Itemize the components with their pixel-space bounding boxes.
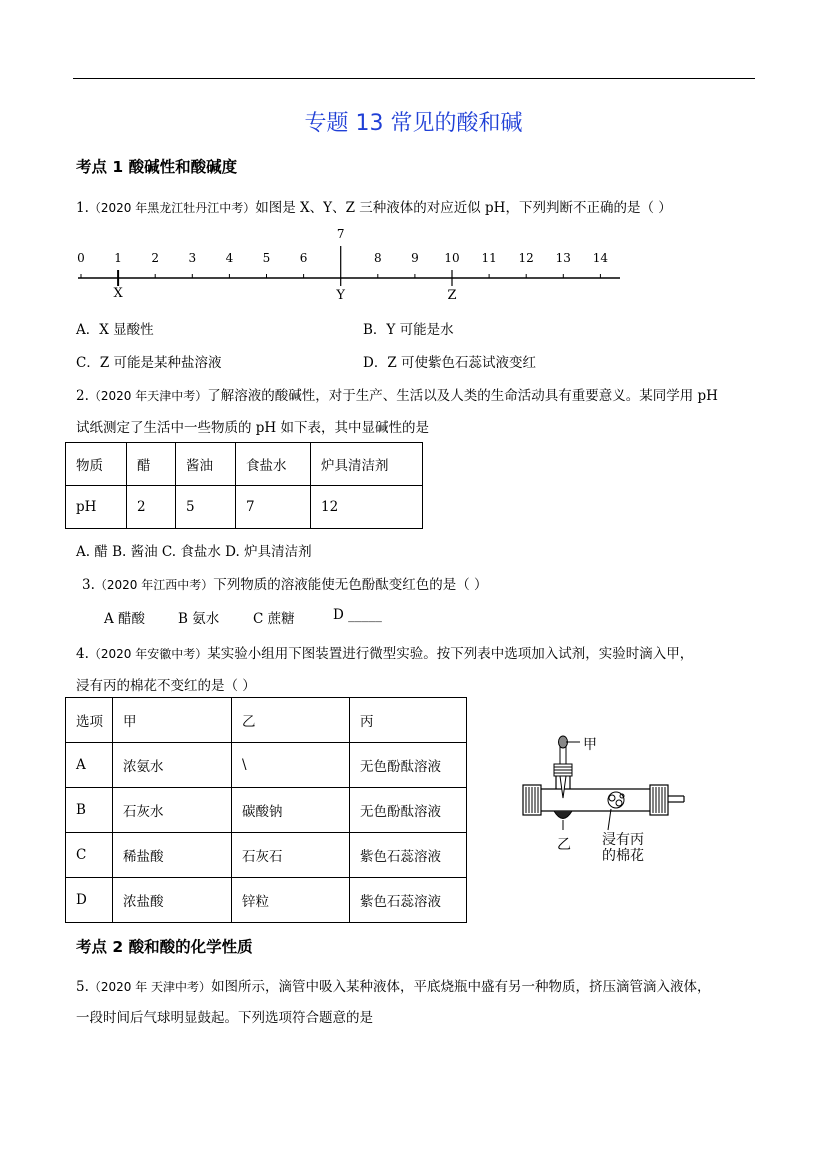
section-heading-1: 考点 1 酸碱性和酸碱度 — [76, 158, 238, 176]
table-cell: 稀盐酸 — [113, 833, 232, 878]
table-cell: 食盐水 — [236, 443, 311, 486]
scale-tick-label: 2 — [151, 251, 160, 265]
table-cell: 2 — [127, 486, 176, 529]
question-number: 5. — [76, 979, 89, 995]
question-number: 3. — [82, 577, 95, 593]
ph-table — [65, 442, 423, 529]
q3-option-c: C 蔗糖 — [253, 611, 295, 627]
q1-option-c: C．Z 可能是某种盐溶液 — [76, 355, 222, 371]
label-bing-line1: 浸有丙 — [602, 832, 644, 848]
table-header-row — [66, 698, 467, 743]
question-4-stem-line2: 浸有丙的棉花不变红的是（ ） — [76, 678, 256, 694]
scale-tick-label: 4 — [225, 251, 234, 265]
section-heading-2: 考点 2 酸和酸的化学性质 — [76, 938, 253, 956]
table-cell: 选项 — [66, 698, 113, 743]
q1-option-a: A．X 显酸性 — [76, 322, 154, 338]
scale-tick-label: 6 — [299, 251, 308, 265]
q2-options: A. 醋 B. 酱油 C. 食盐水 D. 炉具清洁剂 — [76, 544, 312, 560]
table-row — [66, 743, 467, 788]
question-2-stem-line2: 试纸测定了生活中一些物质的 pH 如下表，其中显碱性的是 — [76, 420, 429, 436]
table-cell: 甲 — [113, 698, 232, 743]
table-cell: 紫色石蕊溶液 — [350, 833, 467, 878]
table-cell: 5 — [176, 486, 236, 529]
label-jia: 甲 — [583, 737, 597, 753]
table-row — [66, 878, 467, 923]
table-cell: 紫色石蕊溶液 — [350, 878, 467, 923]
scale-tick-label: 9 — [411, 251, 419, 265]
scale-markers — [113, 246, 456, 303]
table-cell: 浓盐酸 — [113, 878, 232, 923]
table-cell: C — [66, 833, 113, 878]
question-source: （2020 年 天津中考） — [88, 980, 212, 994]
scale-tick-label: 10 — [444, 251, 460, 265]
marker-y-label: Y — [336, 288, 345, 303]
reagent-well — [554, 811, 572, 819]
question-text: 如图所示，滴管中吸入某种液体，平底烧瓶中盛有另一种物质，挤压滴管滴入液体， — [211, 979, 711, 995]
q1-option-d: D．Z 可使紫色石蕊试液变红 — [363, 355, 536, 371]
page-title: 专题 13 常见的酸和碱 — [304, 111, 523, 136]
q3-option-a: A 醋酸 — [104, 611, 146, 627]
table-cell: 无色酚酞溶液 — [350, 788, 467, 833]
ph-scale-figure — [70, 224, 630, 304]
table-header-row — [66, 443, 423, 486]
table-row — [66, 486, 423, 529]
scale-tick-label: 0 — [77, 251, 85, 265]
table-cell: \ — [232, 743, 350, 788]
marker-z-label: Z — [447, 288, 457, 303]
question-text: 如图是 X、Y、Z 三种液体的对应近似 pH，下列判断不正确的是（ ） — [255, 200, 672, 216]
question-source: （2020 年黑龙江牡丹江中考） — [88, 201, 256, 215]
table-cell: B — [66, 788, 113, 833]
scale-tick-label: 3 — [188, 251, 197, 265]
scale-tick-label: 14 — [592, 251, 609, 265]
question-text: 某实验小组用下图装置进行微型实验。按下列表中选项加入试剂，实验时滴入甲， — [207, 646, 694, 662]
table-cell: 炉具清洁剂 — [311, 443, 423, 486]
table-cell: 醋 — [127, 443, 176, 486]
question-text: 下列物质的溶液能使无色酚酞变红色的是（ ） — [213, 577, 488, 593]
question-5-stem — [76, 975, 711, 995]
cotton-leader — [608, 809, 611, 830]
question-1-stem — [76, 196, 672, 216]
scale-tick-label: 12 — [518, 251, 534, 265]
table-cell: A — [66, 743, 113, 788]
table-cell: 碳酸钠 — [232, 788, 350, 833]
table-cell: 无色酚酞溶液 — [350, 743, 467, 788]
table-cell: 物质 — [66, 443, 127, 486]
table-cell: 锌粒 — [232, 878, 350, 923]
question-source: （2020 年江西中考） — [94, 578, 214, 592]
label-bing-line2: 的棉花 — [602, 848, 644, 864]
question-2-stem — [76, 384, 718, 404]
question-3-stem — [82, 573, 488, 593]
table-cell: 石灰水 — [113, 788, 232, 833]
reagent-table — [65, 697, 467, 923]
marker-x-label: X — [113, 286, 123, 301]
q3-option-b: B 氨水 — [178, 611, 220, 627]
cotton-icon — [608, 792, 624, 808]
table-cell: 浓氨水 — [113, 743, 232, 788]
q1-option-b: B．Y 可能是水 — [363, 322, 454, 338]
table-cell: D — [66, 878, 113, 923]
scale-tick-label: 7 — [336, 227, 345, 241]
scale-tick-label: 11 — [481, 251, 497, 265]
q3-option-d: D _____ — [333, 607, 382, 623]
question-4-stem — [76, 642, 693, 662]
table-cell: 酱油 — [176, 443, 236, 486]
dropper-tip — [560, 776, 566, 798]
header-rule — [73, 78, 755, 79]
question-number: 1. — [76, 200, 89, 216]
scale-tick-label: 1 — [114, 251, 122, 265]
table-row — [66, 833, 467, 878]
question-source: （2020 年安徽中考） — [88, 647, 208, 661]
table-cell: 12 — [311, 486, 423, 529]
question-text: 了解溶液的酸碱性，对于生产、生活以及人类的生命活动具有重要意义。某同学用 pH — [207, 388, 718, 404]
scale-tick-label: 13 — [555, 251, 571, 265]
table-cell: 乙 — [232, 698, 350, 743]
question-number: 4. — [76, 646, 89, 662]
table-cell: 丙 — [350, 698, 467, 743]
label-yi: 乙 — [557, 837, 571, 853]
table-cell: 7 — [236, 486, 311, 529]
scale-tick-label: 5 — [262, 251, 271, 265]
table-cell: pH — [66, 486, 127, 529]
table-row — [66, 788, 467, 833]
question-5-stem-line2: 一段时间后气球明显鼓起。下列选项符合题意的是 — [76, 1010, 373, 1026]
question-source: （2020 年天津中考） — [88, 389, 208, 403]
scale-ticks — [77, 227, 608, 278]
question-number: 2. — [76, 388, 89, 404]
scale-tick-label: 8 — [373, 251, 382, 265]
table-cell: 石灰石 — [232, 833, 350, 878]
